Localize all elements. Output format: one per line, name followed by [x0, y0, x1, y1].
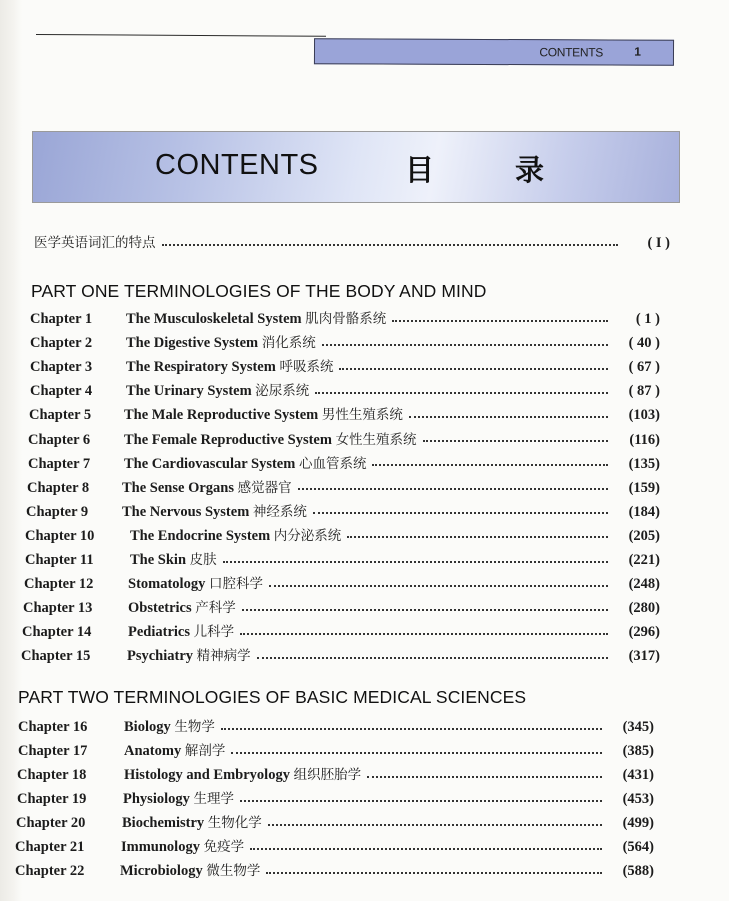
chapter-page: (588) — [622, 863, 654, 879]
chapter-title-en: Physiology — [123, 791, 190, 807]
dot-leader — [392, 320, 608, 322]
toc-chapter-entry[interactable] — [23, 596, 660, 617]
chapter-page: ( 40 ) — [628, 335, 660, 352]
chapter-page: (499) — [622, 815, 654, 831]
chapter-label: Chapter 14 — [22, 624, 92, 641]
toc-entry-page: ( I ) — [647, 235, 670, 251]
chapter-title-zh: 生物学 — [174, 719, 215, 735]
dot-leader — [231, 752, 602, 754]
toc-chapter-entry[interactable] — [29, 403, 660, 424]
chapter-title-zh: 解剖学 — [184, 743, 226, 759]
chapter-page: (564) — [622, 839, 654, 855]
chapter-label: Chapter 11 — [25, 552, 94, 568]
toc-chapter-entry[interactable] — [24, 572, 660, 593]
running-header — [314, 38, 674, 66]
chapter-title-zh: 精神病学 — [196, 648, 251, 665]
page-title-zh-2: 录 — [515, 153, 545, 187]
chapter-page: (103) — [628, 407, 660, 424]
chapter-label: Chapter 4 — [30, 383, 93, 400]
chapter-title-en: The Respiratory System — [126, 359, 276, 376]
chapter-page: (385) — [622, 743, 654, 759]
chapter-title-zh: 肌肉骨骼系统 — [305, 311, 387, 327]
chapter-title-zh: 儿科学 — [193, 624, 235, 641]
contents-title-band — [32, 131, 680, 203]
chapter-page: (345) — [622, 719, 654, 735]
chapter-title-zh: 内分泌系统 — [273, 527, 342, 544]
chapter-title-zh: 免疫学 — [203, 839, 245, 855]
chapter-title-en: The Digestive System — [126, 335, 259, 352]
dot-leader — [322, 344, 608, 346]
chapter-label: Chapter 20 — [16, 815, 86, 831]
chapter-title — [122, 500, 307, 521]
toc-entry-intro[interactable] — [34, 231, 670, 252]
dot-leader — [240, 633, 608, 635]
chapter-title — [126, 307, 386, 328]
chapter-title-zh: 泌尿系统 — [255, 383, 310, 400]
dot-leader — [339, 368, 608, 370]
toc-chapter-entry[interactable] — [25, 548, 660, 569]
toc-chapter-entry[interactable] — [21, 644, 660, 665]
chapter-title-en: Stomatology — [128, 576, 206, 593]
dot-leader — [347, 536, 608, 538]
chapter-title-en: The Cardiovascular System — [124, 455, 296, 472]
chapter-label: Chapter 6 — [28, 431, 91, 448]
chapter-page: (280) — [628, 600, 660, 617]
chapter-label: Chapter 22 — [15, 863, 85, 879]
chapter-title — [128, 596, 236, 617]
chapter-label: Chapter 1 — [30, 311, 93, 327]
chapter-title-en: Anatomy — [124, 743, 182, 759]
chapter-title-zh: 微生物学 — [206, 863, 261, 879]
chapter-title-zh: 神经系统 — [252, 503, 307, 520]
dot-leader — [423, 440, 608, 442]
toc-chapter-entry[interactable] — [30, 331, 660, 352]
chapter-title — [126, 379, 309, 400]
toc-chapter-entry[interactable] — [17, 763, 654, 784]
page-number: 1 — [634, 44, 642, 59]
dot-leader — [221, 728, 602, 730]
toc-chapter-entry[interactable] — [26, 500, 660, 521]
chapter-title-en: Psychiatry — [127, 648, 194, 665]
toc-chapter-entry[interactable] — [22, 620, 660, 641]
toc-chapter-entry[interactable] — [17, 787, 654, 808]
chapter-title — [126, 355, 333, 376]
chapter-label: Chapter 7 — [28, 455, 91, 472]
chapter-page: (135) — [628, 455, 660, 472]
dot-leader — [409, 416, 608, 418]
chapter-title — [124, 763, 361, 784]
dot-leader — [315, 392, 608, 394]
toc-entry-title: 医学英语词汇的特点 — [34, 235, 156, 251]
chapter-page: (431) — [622, 767, 654, 783]
chapter-title — [124, 452, 366, 473]
chapter-title — [121, 835, 244, 856]
chapter-title-en: Biology — [124, 719, 171, 735]
chapter-page: (184) — [628, 503, 660, 520]
chapter-label: Chapter 13 — [23, 600, 93, 617]
toc-chapter-entry[interactable] — [16, 811, 654, 832]
page-title-en: CONTENTS — [155, 149, 319, 181]
chapter-page: (248) — [628, 576, 660, 593]
chapter-title-en: Immunology — [121, 839, 200, 855]
chapter-title-en: The Female Reproductive System — [124, 431, 332, 448]
chapter-page: ( 67 ) — [628, 359, 660, 376]
chapter-title-zh: 男性生殖系统 — [321, 407, 403, 424]
chapter-title-en: Obstetrics — [128, 600, 192, 617]
chapter-title — [128, 572, 263, 593]
chapter-label: Chapter 8 — [27, 479, 90, 496]
dot-leader — [298, 488, 608, 490]
dot-leader — [269, 585, 608, 587]
chapter-page: (205) — [628, 527, 660, 544]
chapter-title-zh: 感觉器官 — [237, 479, 292, 496]
chapter-title — [126, 331, 316, 352]
chapter-title-en: The Male Reproductive System — [124, 407, 319, 424]
toc-chapter-entry[interactable] — [30, 355, 660, 376]
toc-chapter-entry[interactable] — [15, 859, 654, 880]
dot-leader — [313, 512, 608, 514]
dot-leader — [162, 244, 619, 246]
chapter-label: Chapter 2 — [30, 335, 93, 352]
chapter-title-en: Biochemistry — [122, 815, 205, 831]
chapter-title-zh: 消化系统 — [261, 335, 316, 352]
chapter-page: (159) — [628, 479, 660, 496]
chapter-title — [120, 859, 260, 880]
dot-leader — [367, 776, 602, 778]
toc-chapter-entry[interactable] — [28, 452, 660, 473]
chapter-title-en: Microbiology — [120, 863, 203, 879]
toc-chapter-entry[interactable] — [15, 835, 654, 856]
chapter-title — [124, 739, 225, 760]
chapter-title-en: The Urinary System — [126, 383, 252, 400]
chapter-title — [124, 715, 215, 736]
chapter-title — [124, 428, 417, 449]
chapter-title-en: The Endocrine System — [130, 527, 271, 544]
page-title-zh-1: 目 — [405, 153, 435, 187]
chapter-title — [130, 524, 341, 545]
toc-chapter-entry[interactable] — [25, 524, 660, 545]
chapter-label: Chapter 16 — [18, 719, 88, 735]
chapter-title-zh: 呼吸系统 — [279, 359, 334, 376]
chapter-page: (317) — [628, 648, 660, 665]
toc-chapter-entry[interactable] — [18, 715, 654, 736]
chapter-page: (116) — [629, 431, 660, 448]
chapter-label: Chapter 19 — [17, 791, 87, 807]
chapter-label: Chapter 3 — [30, 359, 93, 376]
toc-chapter-entry[interactable] — [30, 379, 660, 400]
running-header-title: CONTENTS — [539, 45, 604, 60]
chapter-page: ( 1 ) — [635, 311, 660, 327]
header-rule — [36, 34, 326, 37]
chapter-title-en: Histology and Embryology — [124, 767, 290, 783]
chapter-title — [122, 476, 292, 497]
chapter-label: Chapter 18 — [17, 767, 87, 783]
chapter-title-en: The Musculoskeletal System — [126, 311, 302, 327]
chapter-title — [124, 403, 403, 424]
chapter-title-en: Pediatrics — [128, 624, 191, 641]
dot-leader — [250, 848, 602, 850]
chapter-title — [128, 620, 234, 641]
dot-leader — [240, 800, 602, 802]
chapter-page: ( 87 ) — [628, 383, 660, 400]
dot-leader — [372, 464, 608, 466]
dot-leader — [266, 872, 602, 874]
chapter-title-zh: 皮肤 — [189, 552, 217, 568]
chapter-title-zh: 生物化学 — [207, 815, 262, 831]
toc-chapter-entry[interactable] — [27, 476, 660, 497]
chapter-title-en: The Sense Organs — [122, 479, 234, 496]
chapter-label: Chapter 10 — [25, 527, 95, 544]
chapter-page: (221) — [628, 552, 660, 568]
chapter-label: Chapter 17 — [18, 743, 88, 759]
chapter-title-zh: 组织胚胎学 — [293, 767, 362, 783]
dot-leader — [242, 609, 608, 611]
chapter-title-zh: 女性生殖系统 — [335, 431, 417, 448]
part-two-heading: PART TWO TERMINOLOGIES OF BASIC MEDICAL SCIENCES — [18, 687, 527, 707]
chapter-title-zh: 口腔科学 — [208, 576, 263, 593]
chapter-title — [130, 548, 217, 569]
chapter-title-en: The Skin — [130, 552, 187, 568]
toc-chapter-entry[interactable] — [18, 739, 654, 760]
chapter-title — [122, 811, 262, 832]
chapter-page: (296) — [628, 624, 660, 641]
chapter-title-zh: 产科学 — [195, 600, 236, 617]
dot-leader — [257, 657, 608, 659]
chapter-label: Chapter 9 — [26, 503, 89, 520]
toc-chapter-entry[interactable] — [30, 307, 660, 328]
chapter-title — [127, 644, 251, 665]
chapter-label: Chapter 15 — [21, 648, 91, 665]
dot-leader — [223, 561, 608, 563]
chapter-page: (453) — [622, 791, 654, 807]
dot-leader — [268, 824, 602, 826]
chapter-title-zh: 心血管系统 — [298, 455, 367, 472]
chapter-label: Chapter 5 — [29, 407, 92, 424]
chapter-title-en: The Nervous System — [122, 503, 250, 520]
part-one-heading: PART ONE TERMINOLOGIES OF THE BODY AND MIND — [31, 281, 487, 301]
toc-chapter-entry[interactable] — [28, 428, 660, 449]
chapter-title — [123, 787, 234, 808]
chapter-label: Chapter 12 — [24, 576, 94, 593]
chapter-title-zh: 生理学 — [193, 791, 234, 807]
chapter-label: Chapter 21 — [15, 839, 85, 855]
